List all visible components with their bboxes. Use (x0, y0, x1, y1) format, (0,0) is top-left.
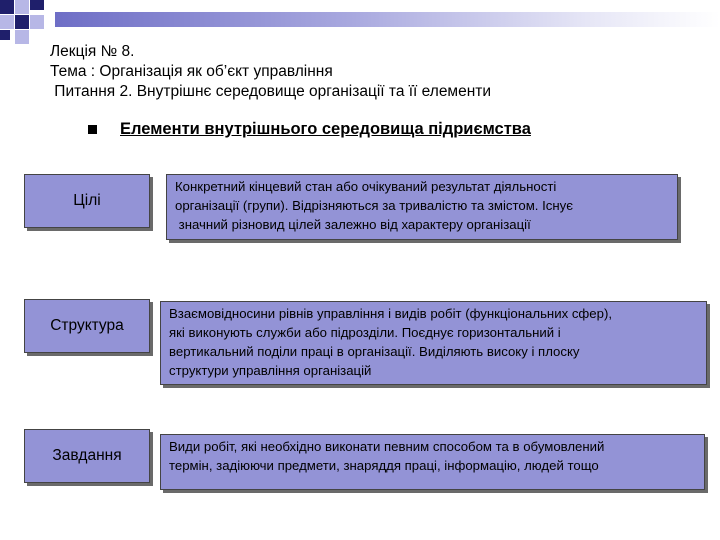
corner-square-decoration (15, 0, 29, 14)
lecture-number: Лекція № 8. (50, 43, 135, 60)
description-line: термін, задіюючи предмети, знаряддя праці, інформацію, людей тощо (169, 458, 599, 473)
element-label: Цілі (73, 192, 101, 209)
description-line: Конкретний кінцевий стан або очікуваний результат діяльності (175, 179, 557, 194)
element-label-box (24, 174, 150, 228)
element-label-box (24, 429, 150, 483)
lecture-topic: Тема : Організація як об’єкт управління (50, 63, 333, 80)
corner-square-decoration (0, 30, 10, 40)
slide-header (50, 42, 491, 102)
element-label-box (24, 299, 150, 353)
description-line: значний різновид цілей залежно від характеру організації (175, 217, 531, 232)
element-description-box (160, 301, 707, 385)
description-line: Взаємовідносини рівнів управління і видів робіт (функціональних сфер), (169, 306, 613, 321)
element-description-box (166, 174, 678, 240)
corner-square-decoration (30, 15, 44, 29)
corner-square-decoration (15, 15, 29, 29)
element-label: Завдання (52, 447, 122, 464)
title-gradient-bar (55, 12, 720, 27)
description-line: структури управління організацій (169, 363, 372, 378)
section-heading (88, 120, 531, 139)
element-label: Структура (50, 317, 124, 334)
square-bullet-icon (88, 125, 97, 134)
corner-square-decoration (15, 30, 29, 44)
corner-square-decoration (0, 15, 14, 29)
description-line: які виконують служби або підрозділи. Поєднує горизонтальний і (169, 325, 561, 340)
element-description-box (160, 434, 705, 490)
description-line: організації (групи). Відрізняються за тривалістю та змістом. Існує (175, 198, 573, 213)
description-line: Види робіт, які необхідно виконати певним способом та в обумовлений (169, 439, 605, 454)
section-heading-text: Елементи внутрішнього середовища підриємства (120, 120, 531, 138)
corner-square-decoration (0, 0, 14, 14)
corner-square-decoration (30, 0, 44, 10)
description-line: вертикальний поділи праці в організації. Виділяють високу і плоску (169, 344, 580, 359)
lecture-question: Питання 2. Внутрішнє середовище організації та її елементи (50, 83, 492, 100)
